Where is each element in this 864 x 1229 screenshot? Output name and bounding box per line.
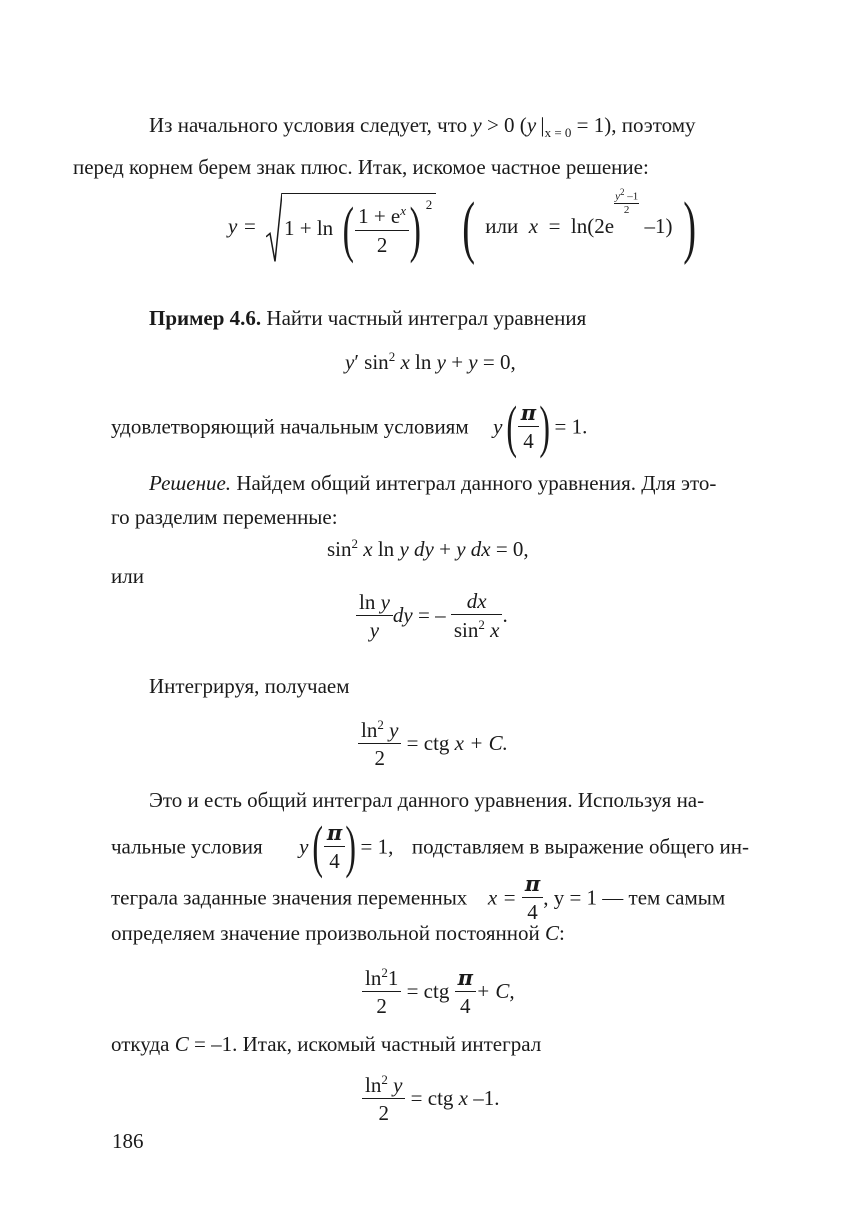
text: ln	[409, 350, 437, 374]
exponent-fraction	[614, 188, 639, 216]
text: sin	[327, 537, 352, 561]
fraction	[355, 204, 409, 255]
var-y: y	[468, 350, 478, 374]
text: подставляем в выражение общего ин-	[411, 834, 749, 859]
equation-final	[362, 1073, 500, 1124]
denominator: 2	[376, 994, 387, 1019]
page-number: 186	[112, 1129, 144, 1153]
fraction	[455, 964, 476, 1018]
paren-right: )	[345, 814, 357, 879]
initial-condition-line	[111, 394, 588, 459]
paragraph-solution	[111, 466, 766, 534]
denominator: 4	[329, 849, 340, 873]
text: sin	[453, 618, 479, 643]
pi-symbol: π	[520, 399, 537, 425]
var-x: x	[458, 1086, 468, 1111]
text: Интегрируя, получаем	[149, 674, 350, 698]
exponent: 2	[381, 1072, 388, 1087]
word-or: или	[485, 213, 519, 238]
solution-label: Решение.	[149, 471, 232, 495]
text: = 1.	[554, 414, 588, 439]
root-prefix: 1 + ln	[284, 215, 334, 240]
example-heading	[111, 301, 766, 335]
denominator: y	[369, 617, 380, 642]
paragraph-initial-condition: Из начального условия следует, что y > 0 (y $|_{x = 0} = 1$), поэтому перед корнем берем знак плюс. Итак, искомое частное решение:	[111, 108, 766, 184]
fraction	[324, 819, 345, 873]
text: = ctg	[410, 1086, 454, 1111]
paren-left: (	[461, 188, 475, 266]
equation-constant	[362, 966, 515, 1017]
var-dy: dy	[392, 603, 413, 628]
text: = 0,	[490, 537, 529, 561]
denominator: 2	[378, 1101, 389, 1126]
var-x: x	[363, 537, 373, 561]
text: ln	[365, 966, 382, 990]
paren-left: (	[506, 394, 518, 459]
var-y: y	[399, 537, 409, 561]
text: = ctg	[406, 979, 450, 1004]
fraction: $\frac{\text{ln y}}{y}$	[356, 591, 393, 641]
constant-line	[111, 916, 766, 950]
var-c: C	[545, 921, 560, 945]
text: :	[559, 921, 565, 945]
text: Это и есть общий интеграл данного уравнения. Используя на-	[149, 788, 705, 812]
text: –1.	[473, 1086, 500, 1111]
var-y: y	[389, 718, 399, 742]
text: определяем значение произвольной постоянной	[111, 921, 540, 945]
square-root	[266, 193, 436, 263]
pi-symbol: π	[457, 964, 473, 990]
numerator: dx	[466, 589, 487, 613]
var-x: x	[528, 213, 539, 238]
var-y: y	[393, 1073, 403, 1097]
pi-symbol: π	[326, 819, 343, 845]
paren-right: )	[682, 188, 696, 266]
var-x: x	[490, 618, 500, 643]
text: Из начального условия следует, что	[149, 113, 468, 137]
text: теграла заданные значения переменных	[111, 885, 468, 910]
paragraph-general-integral	[111, 783, 766, 817]
text: чальные условия	[111, 834, 263, 859]
exponent: x	[400, 203, 407, 219]
var-x: x =	[487, 885, 517, 910]
numerator: 1 + e	[358, 204, 401, 229]
text: + C.	[469, 731, 508, 756]
text: или	[111, 564, 144, 588]
paren-left: (	[312, 814, 324, 879]
text: = –	[418, 603, 446, 628]
paren-right: )	[409, 196, 422, 265]
var-x: x	[400, 350, 410, 374]
denominator: 4	[523, 429, 534, 453]
exponent: 2	[388, 349, 396, 364]
example-label: Пример 4.6.	[149, 306, 262, 330]
fraction	[358, 718, 401, 769]
text: + C,	[475, 979, 515, 1004]
text: ln	[361, 718, 378, 742]
denominator: 2	[376, 232, 388, 257]
eq-lhs: y =	[228, 213, 257, 238]
text: = ctg	[406, 731, 450, 756]
equation-differential: y′ $\sin^2 x$ ln y + y = 0,	[345, 349, 516, 374]
paren-right: )	[539, 394, 551, 459]
exponent: 2	[619, 187, 625, 197]
text: удовлетворяющий начальным условиям	[111, 414, 469, 439]
var-x: x	[454, 731, 464, 756]
text: перед корнем берем знак плюс. Итак, искомое частное решение:	[73, 155, 649, 179]
text: = 1), поэтому	[576, 113, 696, 137]
var-dx: dx	[465, 537, 491, 561]
text: –1)	[644, 213, 673, 238]
text: .	[502, 603, 508, 628]
whence-line	[111, 1027, 766, 1061]
fraction	[362, 966, 401, 1017]
denominator: 2	[374, 746, 385, 771]
denominator: 4	[460, 993, 471, 1018]
text: 1	[387, 966, 399, 990]
exponent: 2	[381, 965, 388, 980]
exponent: 2	[351, 536, 359, 551]
text: ln	[365, 1073, 382, 1097]
var-y: y	[456, 537, 466, 561]
radical-sign-icon	[266, 193, 282, 263]
subscript: x = 0	[544, 125, 572, 140]
equation-general-integral	[358, 718, 508, 769]
paren-left: (	[343, 196, 355, 265]
var-y: y	[436, 350, 446, 374]
text: откуда	[111, 1032, 170, 1056]
text: ln	[372, 537, 400, 561]
text: = 0,	[477, 350, 516, 374]
example-text: Найти частный интеграл уравнения	[266, 306, 587, 330]
denominator: 2	[623, 203, 630, 216]
var-y: y	[615, 190, 620, 203]
text: +	[433, 537, 457, 561]
word-or	[111, 559, 766, 593]
text: = 1,	[360, 834, 394, 859]
fraction	[451, 590, 503, 641]
equation-ratio	[356, 590, 508, 641]
paragraph-integrating	[111, 669, 766, 703]
text: +	[445, 350, 469, 374]
var-c: C	[174, 1032, 189, 1056]
exponent: 2	[377, 717, 384, 732]
fraction	[362, 1073, 405, 1124]
text: –1	[624, 190, 639, 203]
initial-condition-line-2	[111, 814, 749, 879]
exponent: 2	[425, 196, 433, 212]
text: > 0 (	[486, 113, 527, 137]
text: го разделим переменные:	[111, 505, 338, 529]
equation-separated	[327, 537, 529, 560]
text: = –1. Итак, искомый частный интеграл	[194, 1032, 542, 1056]
equation-particular-solution	[228, 187, 701, 266]
fraction: $\frac{\pi}{4}$	[522, 873, 543, 923]
equals: =	[548, 213, 561, 238]
text: Найдем общий интеграл данного уравнения. Для это-	[236, 471, 717, 495]
var-y: y	[493, 414, 503, 439]
ln-expression: ln(2e	[570, 213, 615, 238]
var-dy: dy	[408, 537, 434, 561]
text: , y = 1 — тем самым	[543, 885, 726, 910]
fraction	[518, 399, 539, 453]
exponent: 2	[478, 617, 485, 633]
var-y: y	[299, 834, 309, 859]
